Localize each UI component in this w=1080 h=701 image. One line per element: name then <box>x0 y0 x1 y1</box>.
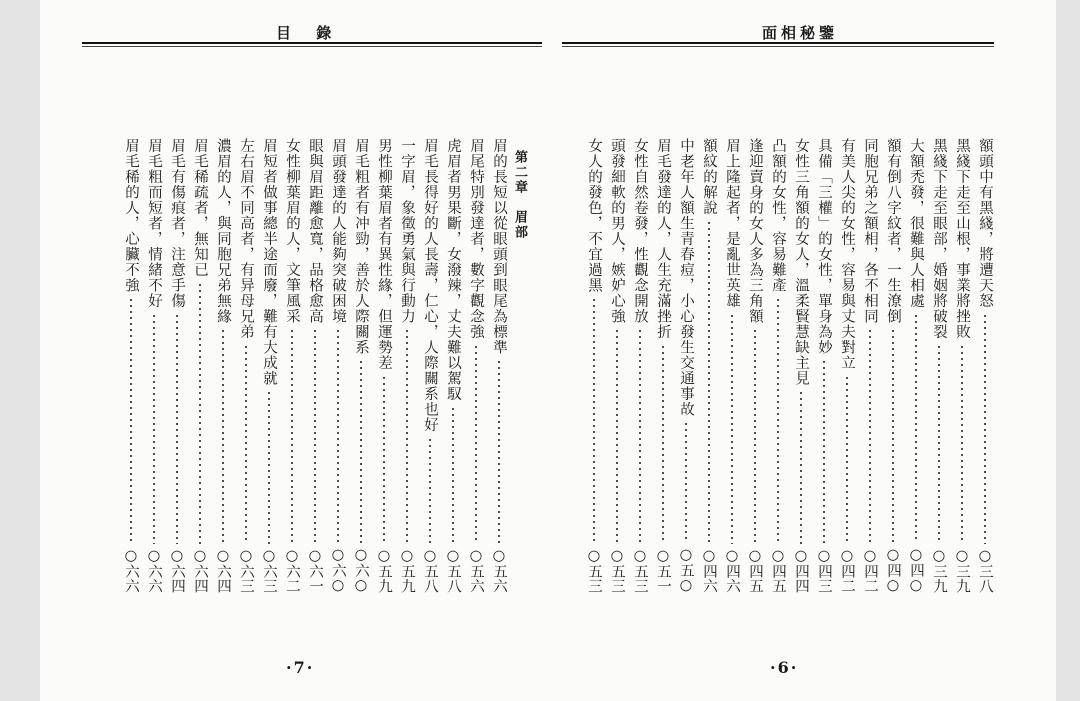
dot-leader <box>406 328 408 544</box>
toc-entry-page: ○五九 <box>399 548 415 593</box>
left-page <box>40 0 550 701</box>
dot-leader <box>731 313 733 545</box>
right-page <box>548 0 1056 701</box>
toc-entry <box>234 138 257 593</box>
toc-entry-title: 女性柳葉眉的人，文筆風采 <box>284 138 300 324</box>
toc-entry <box>395 138 418 593</box>
toc-entry-title: 眉毛發達的人，人生充滿挫折 <box>655 138 671 340</box>
toc-entry-title: 額紋的解說 <box>701 138 717 216</box>
toc-entry-title: 虎眉者男果斷，女潑辣，丈夫難以駕馭 <box>445 138 461 402</box>
toc-entry-title: 有美人尖的女性，容易與丈夫對立 <box>839 138 855 371</box>
dot-leader <box>892 328 894 543</box>
toc-entry-page: ○六三 <box>261 548 277 593</box>
toc-entry-title: 黑綫下走至眼部，婚姻將破裂 <box>931 138 947 340</box>
dot-leader <box>869 328 871 544</box>
toc-entry-page: ○四○ <box>885 546 901 593</box>
chapter-heading <box>510 138 536 593</box>
toc-entry-title: 額頭中有黑綫，將遭天怒 <box>977 138 993 309</box>
toc-entry-page: ○四二 <box>839 548 855 593</box>
dot-leader <box>337 328 339 543</box>
dot-leader <box>800 390 802 544</box>
toc-entry-title: 濃眉的人，與同胞兄弟無緣 <box>215 138 231 324</box>
toc-entry-page: ○四四 <box>793 548 809 593</box>
dot-leader <box>222 328 224 544</box>
toc-entry-page: ○五一 <box>655 548 671 593</box>
toc-entry <box>441 138 464 593</box>
toc-entry <box>303 138 326 593</box>
dot-leader <box>360 359 362 543</box>
header-rule-left-thin <box>82 46 542 47</box>
toc-entry-page: ○四二 <box>862 548 878 593</box>
dot-leader <box>429 437 431 545</box>
dot-leader <box>291 328 293 544</box>
toc-entry-page: ○五八 <box>445 548 461 593</box>
dot-leader <box>153 313 155 545</box>
toc-entry <box>743 138 766 593</box>
toc-entry <box>927 138 950 593</box>
toc-entry <box>835 138 858 593</box>
dot-leader <box>685 421 687 543</box>
toc-entry <box>720 138 743 593</box>
toc-entry-page: ○四五 <box>747 548 763 593</box>
dot-leader <box>708 220 710 545</box>
toc-entry <box>372 138 395 593</box>
toc-entry <box>789 138 812 593</box>
dot-leader <box>130 297 132 544</box>
toc-entry <box>881 138 904 593</box>
dot-leader <box>754 328 756 544</box>
dot-leader <box>593 297 595 544</box>
toc-entry <box>651 138 674 593</box>
dot-leader <box>616 328 618 544</box>
dot-leader <box>662 344 664 545</box>
toc-entry-title: 女性自然卷發，性觀念開放 <box>632 138 648 324</box>
toc-entry-page: ○四六 <box>701 548 717 593</box>
toc-entry-page: ○五三 <box>586 548 602 593</box>
toc-entry <box>674 138 697 593</box>
toc-entry-page: ○六四 <box>192 548 208 593</box>
toc-entry-page: ○六○ <box>330 546 346 593</box>
toc-entry-title: 女性三角額的女人，溫柔賢慧缺主見 <box>793 138 809 386</box>
toc-entry-page: ○五三 <box>609 548 625 593</box>
toc-entry <box>257 138 280 593</box>
dot-leader <box>961 344 963 545</box>
toc-entry <box>165 138 188 593</box>
dot-leader <box>846 375 848 545</box>
toc-entry-page: ○四三 <box>816 548 832 593</box>
toc-entry-title: 一字眉，象徵勇氣與行動力 <box>399 138 415 324</box>
toc-entry-title: 同胞兄弟之額相，各不相同 <box>862 138 878 324</box>
toc-columns-right <box>582 138 996 593</box>
toc-entry-title: 中老年人額生青春痘，小心發生交通事故 <box>678 138 694 417</box>
dot-leader <box>639 328 641 544</box>
toc-entry-title: 女人的發色，不宜過黑 <box>586 138 602 293</box>
toc-entry-title: 凸額的女性，容易難產 <box>770 138 786 293</box>
toc-entry-page: ○六六 <box>123 548 139 593</box>
running-header-left: 目 錄 <box>276 24 342 42</box>
dot-leader <box>245 344 247 545</box>
header-rule-left <box>82 42 542 44</box>
dot-leader <box>777 297 779 544</box>
toc-entry-page: ○三九 <box>954 548 970 593</box>
toc-entry-page: ○三九 <box>931 548 947 593</box>
dot-leader <box>176 313 178 545</box>
toc-entry-title: 眉上隆起者，是亂世英雄 <box>724 138 740 309</box>
page-number-left: ·7· <box>286 658 315 677</box>
page-number-right: ·6· <box>770 658 799 677</box>
toc-entry <box>418 138 441 593</box>
toc-entry-title: 眼與眉距離愈寬，品格愈高 <box>307 138 323 324</box>
toc-entry-title: 眉的長短以從眼頭到眼尾為標準 <box>491 138 507 355</box>
dot-leader <box>475 344 477 545</box>
toc-entry <box>628 138 651 593</box>
header-rule-right <box>562 42 994 44</box>
toc-entry-title: 額有倒八字紋者，一生潦倒 <box>885 138 901 324</box>
toc-entry <box>142 138 165 593</box>
toc-entry-page: ○六四 <box>169 548 185 593</box>
toc-entry-title: 具備「三權」的女性，單身為妙 <box>816 138 832 355</box>
dot-leader <box>823 359 825 544</box>
toc-columns-left <box>119 138 536 593</box>
toc-entry-page: ○五六 <box>468 548 484 593</box>
toc-entry-page: ○四五 <box>770 548 786 593</box>
toc-entry-title: 黑綫下走至山根，事業將挫敗 <box>954 138 970 340</box>
toc-entry-title: 男性柳葉眉者有異性緣，但運勢差 <box>376 138 392 371</box>
dot-leader <box>915 313 917 543</box>
dot-leader <box>314 328 316 544</box>
dot-leader <box>199 282 201 545</box>
toc-entry-page: ○四○ <box>908 546 924 593</box>
running-header-right: 面相秘鑒 <box>762 24 839 42</box>
toc-entry-title: 逢迎賣身的女人多為三角額 <box>747 138 763 324</box>
header-rule-right-thin <box>562 46 994 47</box>
toc-entry-title: 眉短者做事總半途而廢，難有大成就 <box>261 138 277 386</box>
dot-leader <box>984 313 986 545</box>
dot-leader <box>452 406 454 545</box>
toc-entry <box>605 138 628 593</box>
toc-entry <box>487 138 510 593</box>
toc-entry-page: ○五九 <box>376 548 392 593</box>
toc-entry-page: ○五八 <box>422 548 438 593</box>
toc-entry-title: 眉毛稀的人，心臟不強 <box>123 138 139 293</box>
toc-entry-title: 眉毛長得好的人長壽，仁心，人際關系也好 <box>422 138 438 433</box>
toc-entry-page: ○五○ <box>678 546 694 593</box>
toc-entry-title: 大額禿發，很難與人相處 <box>908 138 924 309</box>
toc-entry-title: 眉毛稀疏者，無知已 <box>192 138 208 278</box>
toc-entry-title: 眉毛粗而短者，情緒不好 <box>146 138 162 309</box>
toc-entry <box>904 138 927 593</box>
toc-entry-page: ○六三 <box>238 548 254 593</box>
toc-entry <box>697 138 720 593</box>
dot-leader <box>498 359 500 544</box>
toc-entry <box>119 138 142 593</box>
toc-entry <box>858 138 881 593</box>
dot-leader <box>383 375 385 545</box>
toc-entry <box>349 138 372 593</box>
toc-entry <box>188 138 211 593</box>
toc-entry <box>280 138 303 593</box>
toc-entry-title: 眉毛粗者有冲勁，善於人際關系 <box>353 138 369 355</box>
toc-entry-page: ○六○ <box>353 546 369 593</box>
toc-entry-title: 左右眉不同高者，有异母兄弟 <box>238 138 254 340</box>
toc-entry-page: ○三八 <box>977 548 993 593</box>
chapter-heading-text: 第二章 眉部 <box>512 150 527 240</box>
toc-entry-title: 眉頭發達的人能夠突破困境 <box>330 138 346 324</box>
toc-entry-title: 眉尾特別發達者，數字觀念強 <box>468 138 484 340</box>
toc-entry-page: ○六六 <box>146 548 162 593</box>
toc-entry-page: ○六二 <box>284 548 300 593</box>
toc-entry-page: ○四六 <box>724 548 740 593</box>
toc-entry-title: 眉毛有傷痕者，注意手傷 <box>169 138 185 309</box>
toc-entry <box>326 138 349 593</box>
toc-entry <box>950 138 973 593</box>
toc-entry-page: ○五六 <box>491 548 507 593</box>
toc-entry <box>582 138 605 593</box>
toc-entry <box>766 138 789 593</box>
toc-entry <box>812 138 835 593</box>
toc-entry-title: 頭發細軟的男人，嫉妒心強 <box>609 138 625 324</box>
toc-entry <box>464 138 487 593</box>
toc-entry <box>211 138 234 593</box>
toc-entry-page: ○六四 <box>215 548 231 593</box>
toc-entry-page: ○五三 <box>632 548 648 593</box>
toc-entry <box>973 138 996 593</box>
toc-entry-page: ○六一 <box>307 548 323 593</box>
dot-leader <box>268 390 270 544</box>
dot-leader <box>938 344 940 545</box>
